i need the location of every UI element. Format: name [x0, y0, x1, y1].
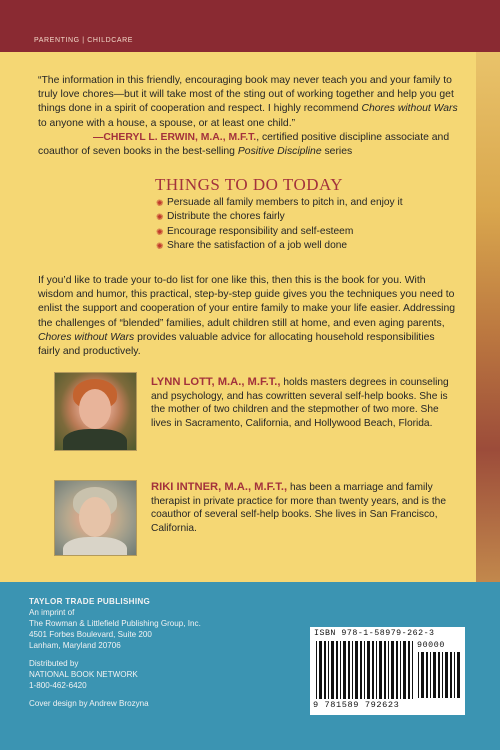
quote-book-title: Chores without Wars [361, 103, 458, 115]
ean-barcode-bars [316, 641, 414, 699]
quote-credentials-b: series [321, 146, 353, 158]
publisher-info [29, 596, 201, 709]
publisher-imprint: An imprint of [29, 608, 75, 617]
distributor-name: NATIONAL BOOK NETWORK [29, 670, 138, 679]
distributor-phone: 1-800-462-6420 [29, 681, 87, 690]
todo-item: ✺ Share the satisfaction of a job well done [156, 239, 403, 253]
author-bio-lott [151, 376, 455, 430]
endorsement-quote [38, 74, 458, 159]
isbn-number: ISBN 978-1-58979-262-3 [314, 629, 435, 638]
quote-series: Positive Discipline [237, 146, 322, 158]
quote-text-2: to anyone with a house, a spouse, or at least one child.” [38, 117, 296, 129]
distributed-by-label: Distributed by [29, 659, 79, 668]
author-name: LYNN LOTT, M.A., M.F.T., [151, 376, 281, 388]
todo-item: ✺ Encourage responsibility and self-esteem [156, 225, 403, 239]
author-photo-lott [54, 372, 137, 451]
top-band [0, 0, 500, 52]
quote-credentials-a: , certified positive discipline associate and coauthor of seven books in the best-selling [38, 131, 450, 158]
todo-item: ✺ Persuade all family members to pitch in, and enjoy it [156, 196, 403, 210]
flower-bullet-icon: ✺ [156, 212, 164, 223]
addon-barcode-bars [418, 652, 460, 698]
author-photo-intner [54, 480, 137, 556]
todo-item: ✺ Distribute the chores fairly [156, 210, 403, 224]
flower-bullet-icon: ✺ [156, 226, 164, 237]
front-cover-edge [476, 52, 500, 582]
category-label: PARENTING | CHILDCARE [34, 37, 134, 44]
publisher-name: TAYLOR TRADE PUBLISHING [29, 597, 151, 606]
author-name: RIKI INTNER, M.A., M.F.T., [151, 481, 288, 493]
author-bio-text: holds masters degrees in counseling and psychology, and has cowritten several self-help books. She is the mother of two children and the stepmother of two more. She lives in Sacramento, California, and Hollywood Beach, Florida. [151, 377, 449, 429]
publisher-group: The Rowman & Littlefield Publishing Group, Inc. [29, 619, 201, 628]
flower-bullet-icon: ✺ [156, 198, 164, 208]
isbn-barcode [310, 627, 465, 715]
ean-digits: 9 781589 792623 [313, 700, 400, 710]
quote-text-1: “The information in this friendly, encouraging book may never teach you and your family to truly love chores—but it will take most of the sting out of working together and help you get things done in a spirit of cooperation and respect. I highly recommend [38, 75, 454, 115]
price-code: 90000 [417, 641, 445, 650]
publisher-city: Lanham, Maryland 20706 [29, 641, 121, 650]
quote-author: —CHERYL L. ERWIN, M.A., M.F.T. [93, 131, 257, 143]
todo-title: THINGS TO DO TODAY [155, 175, 343, 194]
author-bio-intner [151, 481, 455, 535]
publisher-street: 4501 Forbes Boulevard, Suite 200 [29, 630, 152, 639]
book-description: If you’d like to trade your to-do list for one like this, then this is the book for you. With wisdom and humor, this practical, step-by-step guide gives you the techniques you need to enlist the support and cooperation of your entire family to make your life easier. Addressing the challenges of “blended” families, adult children still at home, and even aging parents, Chores without Wars provides valuable advice for allocating household responsibilities fairly and productively. [38, 275, 456, 358]
cover-design-credit: Cover design by Andrew Brozyna [29, 699, 149, 708]
description-book-title: Chores without Wars [38, 331, 135, 343]
author-bio-text: has been a marriage and family therapist in private practice for more than twenty years, and is the coauthor of several self-help books. She lives in San Francisco, California. [151, 482, 447, 534]
todo-list [156, 196, 403, 253]
flower-bullet-icon: ✺ [156, 240, 164, 251]
